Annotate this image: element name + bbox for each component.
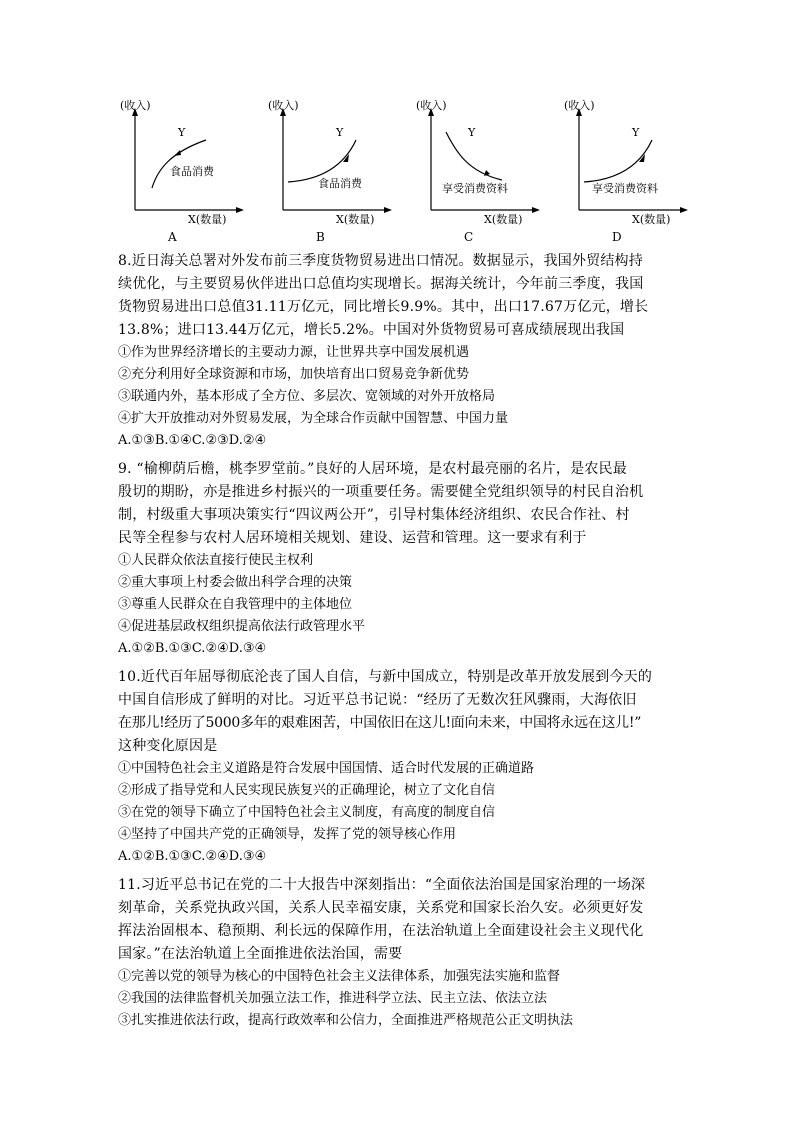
question-10-option: ②形成了指导党和人民实现民族复兴的正确理论，树立了文化自信 [118, 783, 496, 798]
graph-d-annotation: 享受消费资料 [592, 182, 658, 195]
graph-c-plot [406, 90, 551, 245]
question-9-line: 9. “榆柳荫后檐，桃李罗堂前。”良好的人居环境，是农村最亮丽的名片，是农民最 [118, 461, 627, 477]
question-9-option: ①人民群众依法直接行使民主权利 [118, 553, 314, 568]
question-8-line: 13.8%；进口13.44万亿元，增长5.2%。中国对外货物贸易可喜成绩展现出我国 [118, 322, 625, 338]
graph-c-x-label: X(数量) [484, 213, 523, 226]
question-8 [118, 250, 678, 452]
graph-c-annotation: 享受消费资料 [442, 182, 508, 195]
question-9-line: 殷切的期盼，亦是推进乡村振兴的一项重要任务。需要健全党组织领导的村民自治机 [118, 484, 644, 500]
graph-c-curve-label: Y [468, 126, 476, 139]
graph-b-y-label: (收入) [268, 99, 299, 112]
questions [118, 250, 678, 1034]
graph-d-y-label: (收入) [564, 99, 595, 112]
graph-d-plot [554, 90, 699, 245]
question-10-line: 中国自信形成了鲜明的对比。习近平总书记说：“经历了无数次狂风骤雨，大海依旧 [118, 692, 637, 708]
question-8-option: ③联通内外，基本形成了全方位、多层次、宽领域的对外开放格局 [118, 389, 496, 404]
graph-a-y-label: (收入) [120, 99, 151, 112]
graph-a-caption: A [168, 230, 177, 244]
graph-c-x-arrow [532, 207, 540, 213]
graph-b-caption: B [316, 230, 325, 244]
question-11-line: 11.习近平总书记在党的二十大报告中深刻指出：“全面依法治国是国家治理的一场深 [118, 877, 646, 893]
graph-c-y-label: (收入) [416, 99, 447, 112]
graph-a-x-arrow [236, 207, 244, 213]
question-8-line: 续优化，与主要贸易伙伴进出口总值均实现增长。据海关统计，今年前三季度，我国 [118, 276, 644, 292]
graph-a [110, 90, 255, 245]
question-11 [118, 874, 678, 1032]
question-9-line: 制，村级重大事项决策实行“四议两公开”，引导村集体经济组织、农民合作社、村 [118, 507, 630, 523]
question-11-option: ③扎实推进依法行政，提高行政效率和公信力，全面推进严格规范公正文明执法 [118, 1013, 574, 1028]
graph-a-curve [152, 140, 206, 188]
question-10-option: ③在党的领导下确立了中国特色社会主义制度，有高度的制度自信 [118, 805, 496, 820]
graph-c [406, 90, 551, 245]
question-11-line: 刻革命，关系党执政兴国，关系人民幸福安康，关系党和国家长治久安。必须更好发 [118, 900, 644, 916]
graph-d-curve-label: Y [632, 126, 640, 139]
question-10-line: 在那儿!经历了5000多年的艰难困苦，中国依旧在这儿!面向未来，中国将永远在这儿!” [118, 715, 642, 731]
question-9-answer-choices: A.①②B.①③C.②④D.③④ [118, 641, 267, 656]
graph-d-x-arrow [680, 207, 688, 213]
graph-b-plot [258, 90, 403, 245]
question-9 [118, 458, 678, 660]
question-9-option: ④促进基层政权组织提高依法行政管理水平 [118, 619, 366, 634]
graph-d-x-label: X(数量) [632, 213, 671, 226]
question-8-answer-choices: A.①③B.①④C.②③D.②④ [118, 433, 267, 448]
consumption-graphs [110, 90, 700, 245]
question-8-option: ①作为世界经济增长的主要动力源，让世界共享中国发展机遇 [118, 345, 470, 360]
question-9-option: ②重大事项上村委会做出科学合理的决策 [118, 575, 353, 590]
graph-d [554, 90, 699, 245]
graph-c-caption: C [464, 230, 474, 244]
graph-a-curve-label: Y [178, 126, 186, 139]
question-8-option: ②充分利用好全球资源和市场，加快培育出口贸易竞争新优势 [118, 367, 470, 382]
question-10 [118, 666, 678, 868]
question-8-option: ④扩大开放推动对外贸易发展，为全球合作贡献中国智慧、中国力量 [118, 411, 509, 426]
question-10-option: ④坚持了中国共产党的正确领导，发挥了党的领导核心作用 [118, 827, 457, 842]
graph-c-curve [446, 132, 502, 180]
graph-b-annotation: 食品消费 [318, 177, 362, 190]
graph-d-caption: D [612, 230, 622, 244]
question-11-line: 国家。”在法治轨道上全面推进依法治国，需要 [118, 946, 403, 962]
graph-b [258, 90, 403, 245]
question-10-line: 这种变化原因是 [118, 738, 218, 754]
question-11-option: ①完善以党的领导为核心的中国特色社会主义法律体系，加强宪法实施和监督 [118, 969, 561, 984]
question-10-line: 10.近代百年屈辱彻底沦丧了国人自信，与新中国成立，特别是改革开放发展到今天的 [118, 669, 653, 685]
question-10-option: ①中国特色社会主义道路是符合发展中国国情、适合时代发展的正确道路 [118, 761, 535, 776]
graph-b-x-label: X(数量) [336, 213, 375, 226]
question-8-line: 货物贸易进出口总值31.11万亿元，同比增长9.9%。其中，出口17.67万亿元，增长 [118, 299, 649, 315]
graph-a-curve-arrow [174, 150, 181, 156]
question-9-line: 民等全程参与农村人居环境相关规划、建设、运营和管理。这一要求有利于 [118, 530, 587, 546]
question-11-line: 挥法治固根本、稳预期、利长远的保障作用，在法治轨道上全面建设社会主义现代化 [118, 923, 644, 939]
graph-a-x-label: X(数量) [188, 213, 227, 226]
graph-b-curve-label: Y [336, 126, 344, 139]
question-8-line: 8.近日海关总署对外发布前三季度货物贸易进出口情况。数据显示，我国外贸结构持 [118, 253, 643, 269]
question-11-option: ②我国的法律监督机关加强立法工作，推进科学立法、民主立法、依法立法 [118, 991, 548, 1006]
graph-a-annotation: 食品消费 [170, 165, 214, 178]
question-10-answer-choices: A.①②B.①③C.②④D.③④ [118, 849, 267, 864]
question-9-option: ③尊重人民群众在自我管理中的主体地位 [118, 597, 353, 612]
graph-b-x-arrow [384, 207, 392, 213]
